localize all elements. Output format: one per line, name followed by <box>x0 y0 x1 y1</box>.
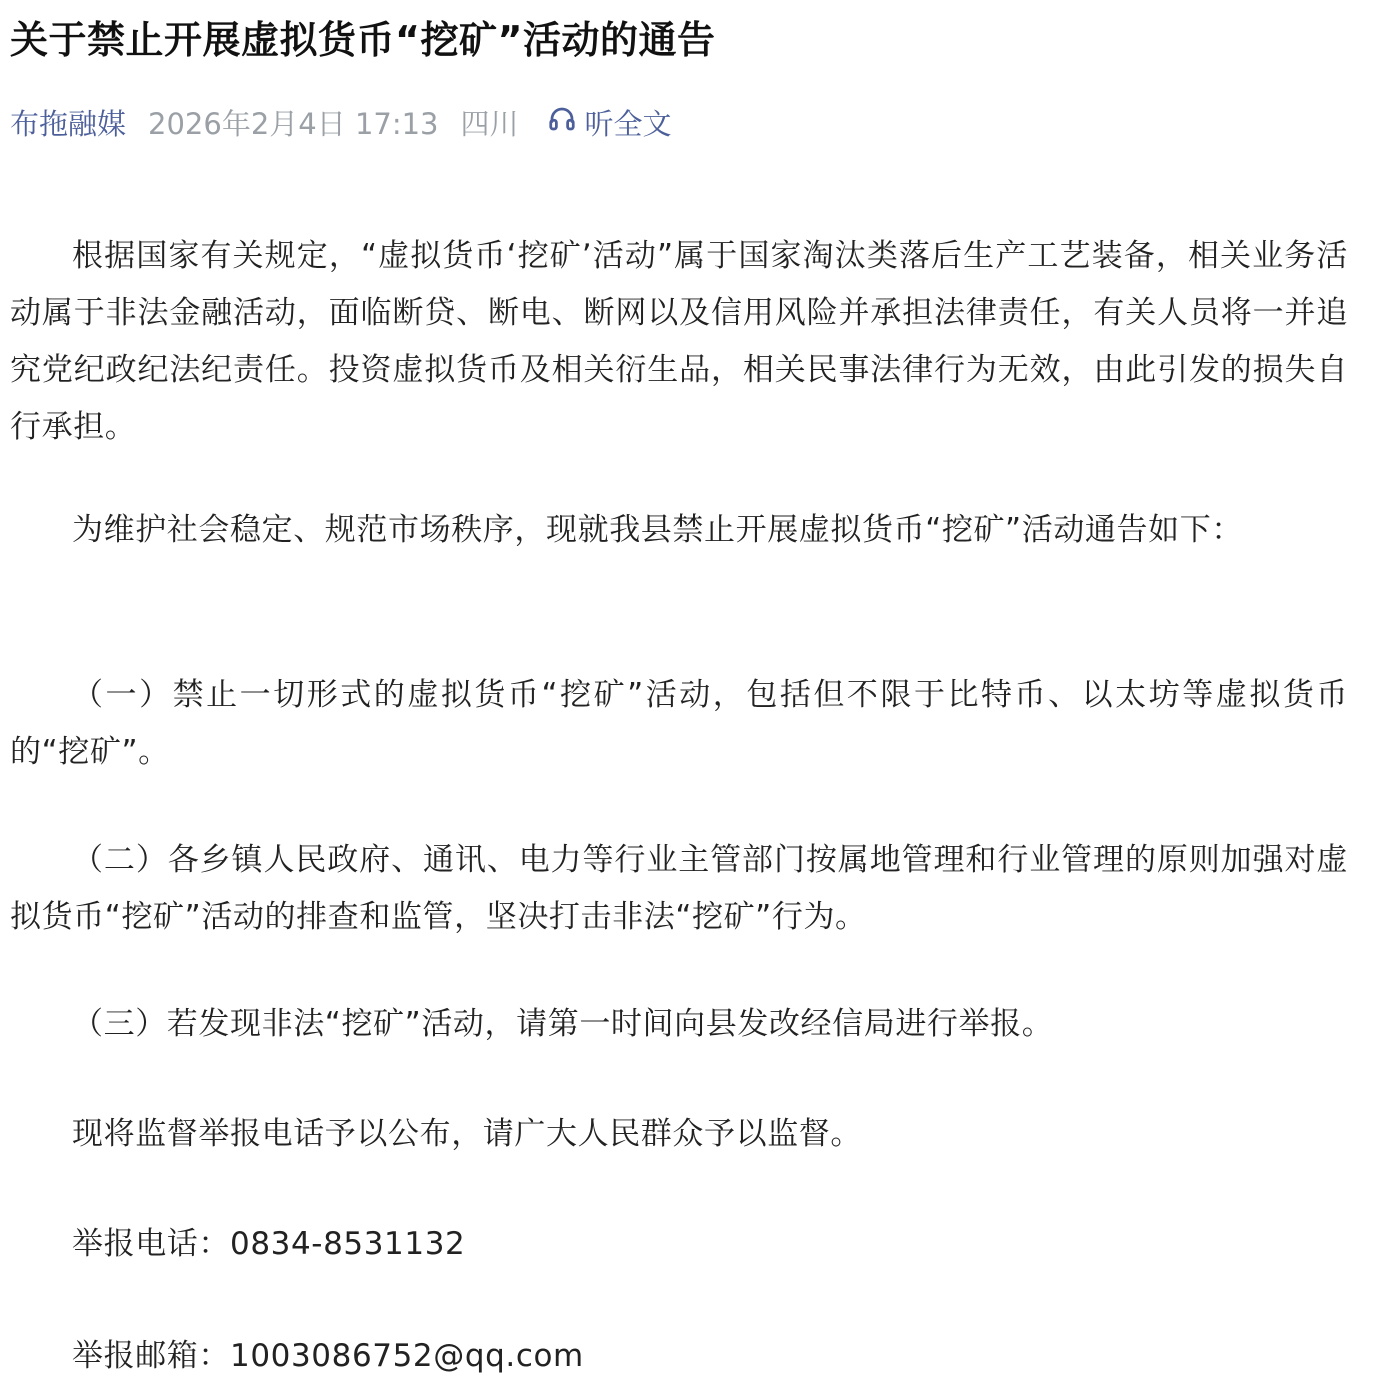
author-link[interactable]: 布拖融媒 <box>10 107 127 141</box>
article-meta <box>10 104 1348 144</box>
headphones-icon <box>547 104 585 144</box>
paragraph-2: 为维护社会稳定、规范市场秩序，现就我县禁止开展虚拟货币“挖矿”活动通告如下： <box>72 512 1243 548</box>
paragraph-4: （二）各乡镇人民政府、通讯、电力等行业主管部门按属地管理和行业管理的原则加强对虚拟货币“挖矿”活动的排查和监管，坚决打击非法“挖矿”行为。 <box>10 842 1348 935</box>
paragraph-3: （一）禁止一切形式的虚拟货币“挖矿”活动，包括但不限于比特币、以太坊等虚拟货币的“挖矿”。 <box>10 677 1348 770</box>
article-title: 关于禁止开展虚拟货币“挖矿”活动的通告 <box>10 18 716 62</box>
paragraph-6: 现将监督举报电话予以公布，请广大人民群众予以监督。 <box>72 1116 862 1152</box>
report-phone: 举报电话：0834-8531132 <box>72 1226 466 1262</box>
report-email: 举报邮箱：1003086752@qq.com <box>72 1338 584 1374</box>
publish-datetime: 2026年2月4日 17:13 <box>148 107 439 141</box>
listen-full-text-label: 听全文 <box>584 107 672 141</box>
paragraph-1: 根据国家有关规定，“虚拟货币‘挖矿’活动”属于国家淘汰类落后生产工艺装备，相关业务活动属于非法金融活动，面临断贷、断电、断网以及信用风险并承担法律责任，有关人员将一并追究党纪政纪法纪责任。投资虚拟货币及相关衍生品，相关民事法律行为无效，由此引发的损失自行承担。 <box>10 238 1348 445</box>
paragraph-5: （三）若发现非法“挖矿”活动，请第一时间向县发改经信局进行举报。 <box>72 1006 1054 1042</box>
listen-full-text-button[interactable] <box>547 104 672 144</box>
publish-location: 四川 <box>460 107 519 141</box>
